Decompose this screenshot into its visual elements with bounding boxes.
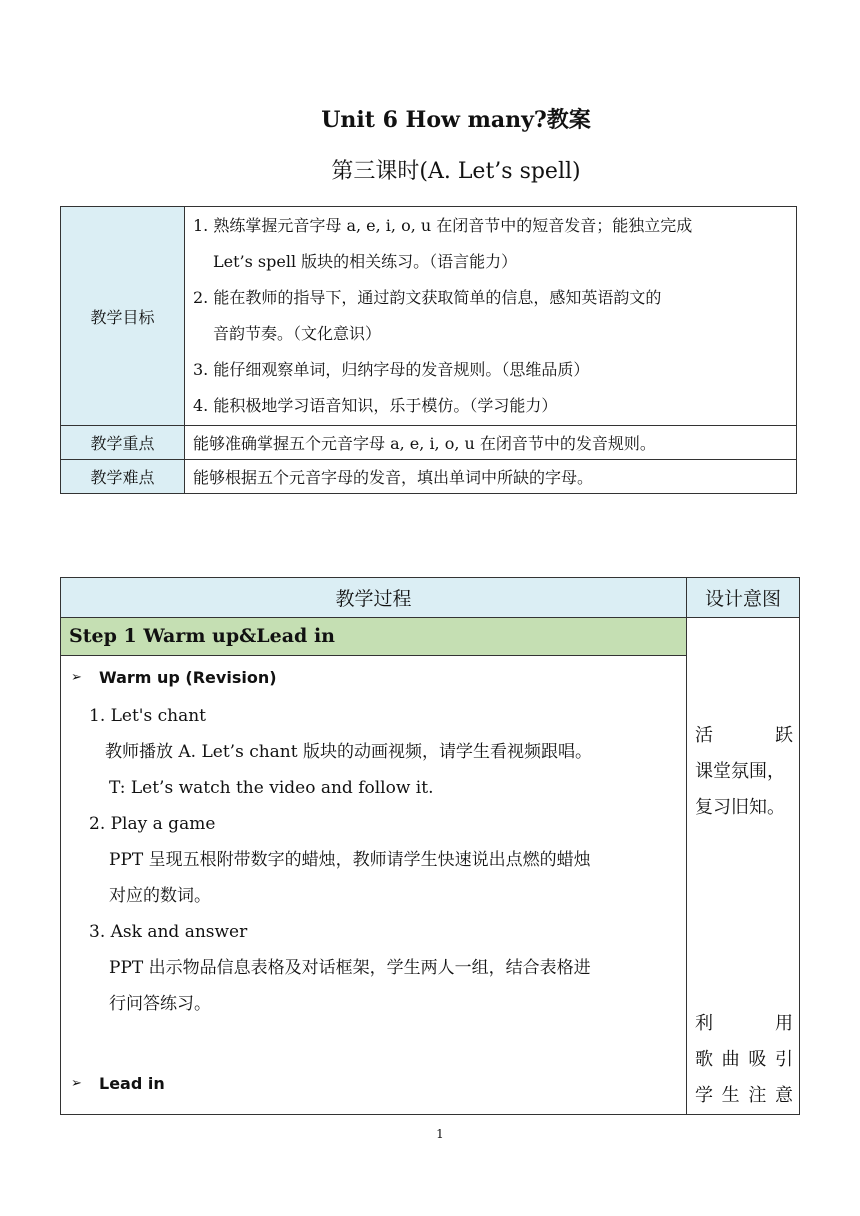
intent-line: 歌 曲 吸 引 xyxy=(695,1049,793,1070)
game-cn-1: PPT 呈现五根附带数字的蜡烛，教师请学生快速说出点燃的蜡烛 xyxy=(109,849,591,870)
process-header-row xyxy=(61,578,800,618)
design-intent-cell xyxy=(687,618,800,1115)
process-header: 教学过程 xyxy=(61,578,687,618)
intent-line: 课堂氛围， xyxy=(695,761,785,782)
warmup-heading: Warm up (Revision) xyxy=(99,668,277,688)
document-title: Unit 6 How many?教案 xyxy=(321,107,591,133)
goal-line: 4. 能积极地学习语音知识，乐于模仿。（学习能力） xyxy=(193,396,558,415)
leadin-bullet xyxy=(61,1064,686,1104)
intent-line: 活 跃 xyxy=(695,725,793,746)
chant-title: 1. Let's chant xyxy=(89,705,206,726)
arrow-bullet-icon: ➢ xyxy=(71,670,82,686)
chant-en: T: Let’s watch the video and follow it. xyxy=(109,777,434,798)
goals-label: 教学目标 xyxy=(61,207,185,426)
difficult-text: 能够根据五个元音字母的发音，填出单词中所缺的字母。 xyxy=(185,460,797,494)
document-subtitle: 第三课时(A. Let’s spell) xyxy=(331,159,581,184)
warmup-bullet xyxy=(61,658,686,698)
goal-line: 1. 熟练掌握元音字母 a, e, i, o, u 在闭音节中的短音发音；能独立完成 xyxy=(193,216,693,235)
page-number: 1 xyxy=(436,1127,444,1141)
goals-content xyxy=(185,207,797,426)
ask-cn-2: 行问答练习。 xyxy=(109,993,211,1014)
key-row xyxy=(61,426,797,460)
game-title: 2. Play a game xyxy=(89,813,216,834)
ask-cn-1: PPT 出示物品信息表格及对话框架，学生两人一组，结合表格进 xyxy=(109,957,591,978)
chant-cn: 教师播放 A. Let’s chant 版块的动画视频，请学生看视频跟唱。 xyxy=(105,741,592,762)
intent-line: 学 生 注 意 xyxy=(695,1085,793,1106)
arrow-bullet-icon: ➢ xyxy=(71,1076,82,1092)
difficult-label: 教学难点 xyxy=(61,460,185,494)
intent-header: 设计意图 xyxy=(687,578,800,618)
key-label: 教学重点 xyxy=(61,426,185,460)
goal-line: Let’s spell 版块的相关练习。（语言能力） xyxy=(213,252,518,271)
intent-line: 复习旧知。 xyxy=(695,797,785,818)
objectives-table xyxy=(60,206,797,494)
step1-title-row xyxy=(61,618,800,656)
key-text: 能够准确掌握五个元音字母 a, e, i, o, u 在闭音节中的发音规则。 xyxy=(185,426,797,460)
ask-title: 3. Ask and answer xyxy=(89,921,248,942)
process-table xyxy=(60,577,800,1115)
goals-row xyxy=(61,207,797,426)
goal-line: 音韵节奏。（文化意识） xyxy=(213,324,382,343)
goal-line: 2. 能在教师的指导下，通过韵文获取简单的信息，感知英语韵文的 xyxy=(193,288,662,307)
step1-title: Step 1 Warm up&Lead in xyxy=(61,618,687,656)
goal-line: 3. 能仔细观察单词，归纳字母的发音规则。（思维品质） xyxy=(193,360,590,379)
intent-line: 利 用 xyxy=(695,1013,793,1034)
difficult-row xyxy=(61,460,797,494)
leadin-heading: Lead in xyxy=(99,1074,165,1094)
game-cn-2: 对应的数词。 xyxy=(109,885,211,906)
step1-content xyxy=(61,655,687,1114)
